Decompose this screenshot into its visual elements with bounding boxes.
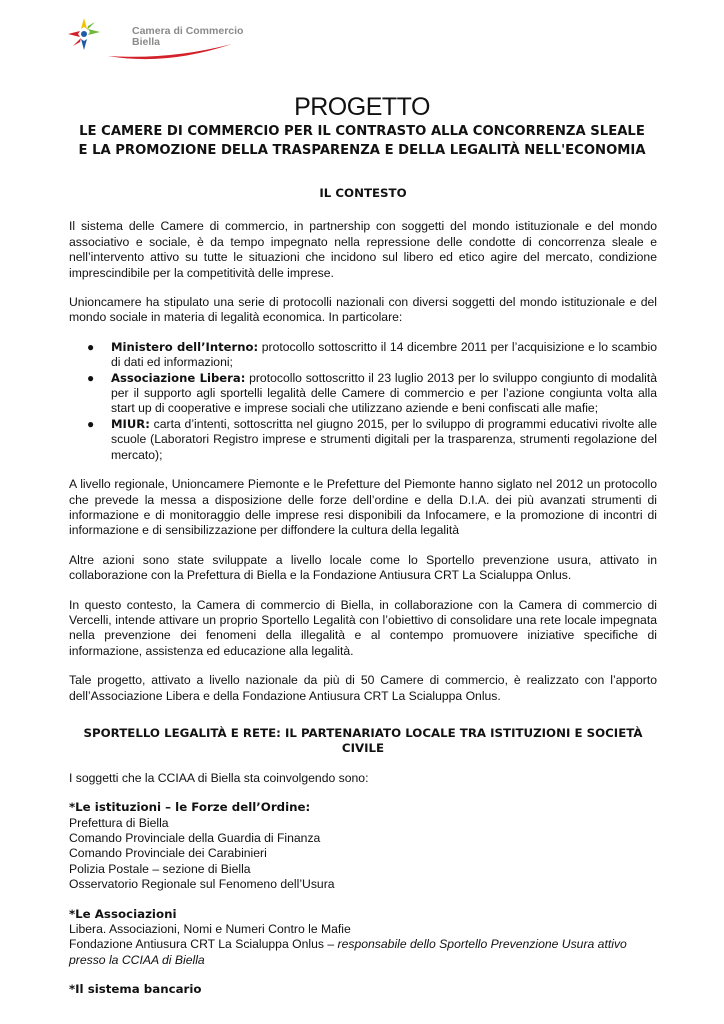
group-item: Comando Provinciale dei Carabinieri (69, 846, 267, 861)
logo-line-2: Biella (132, 36, 161, 48)
paragraph-6: Tale progetto, attivato a livello nazionale da più di 50 Camere di commercio, è realizzato con l’apporto dell’Associazione Libera e della Fondazione Antiusura CRT La Scialuppa Onlus. (69, 673, 657, 703)
bullet-icon: ● (87, 339, 95, 354)
list-item-label: Ministero dell’Interno: (111, 339, 259, 354)
list-item-text: carta d’intenti, sottoscritta nel giugno 2015, per lo sviluppo di programmi educativi rivolte alle scuole (Laboratori Registro imprese e strumenti digitali per la trasparenza, strumenti regolazione del mercato); (111, 416, 657, 462)
section-heading-contesto: IL CONTESTO (319, 186, 407, 200)
list-item (87, 339, 657, 371)
paragraph-3: A livello regionale, Unioncamere Piemonte e le Prefetture del Piemonte hanno siglato nel 2012 un protocollo che prevede la messa a disposizione delle forze dell’ordine e della D.I.A. dei più avanzati strumenti di informazione e di monitoraggio delle imprese resi disponibili da Infocamere, e la promozione di incontri di informazione e di sensibilizzazione per diffondere la cultura della legalità (69, 477, 657, 538)
group-item: Comando Provinciale della Guardia di Finanza (69, 831, 321, 845)
bullet-icon: ● (87, 416, 95, 431)
group-item-italic: responsabile dello Sportello Prevenzione Usura attivo presso la CCIAA di Biella (69, 937, 627, 967)
subtitle-line-2: E LA PROMOZIONE DELLA TRASPARENZA E DELLA LEGALITÀ NELL'ECONOMIA (78, 143, 646, 158)
protocol-list (69, 340, 657, 463)
section-heading-sportello: SPORTELLO LEGALITÀ E RETE: IL PARTENARIATO LOCALE TRA ISTITUZIONI E SOCIETÀ CIVILE (83, 725, 643, 756)
logo-line-1: Camera di Commercio (132, 25, 244, 37)
document-body (69, 186, 657, 1012)
group-item: Osservatorio Regionale sul Fenomeno dell’Usura (69, 877, 335, 892)
group-title: *Il sistema bancario (69, 982, 202, 997)
list-item-label: MIUR: (111, 416, 150, 431)
group-title: *Le istituzioni – le Forze dell’Ordine: (69, 800, 311, 815)
paragraph-1: Il sistema delle Camere di commercio, in partnership con soggetti del mondo istituzionale e del mondo associativo e sociale, è da tempo impegnato nella repressione delle condotte di concorrenza sleale e nell’intervento attivo su tutte le situazioni che incidono sul libero ed etico agire del mercato, condizione imprescindibile per la competitività delle imprese. (69, 219, 657, 280)
group-item: Polizia Postale – sezione di Biella (69, 861, 251, 876)
group-istituzioni (69, 800, 657, 892)
group-associazioni (69, 907, 657, 969)
list-item (87, 416, 657, 463)
list-item-label: Associazione Libera: (111, 370, 246, 385)
chamber-logo-mark-icon (66, 16, 102, 52)
document-title: PROGETTO (294, 93, 430, 121)
chamber-logo (66, 16, 246, 62)
list-item-text: protocollo sottoscritto il 23 luglio 2013 per lo sviluppo congiunto di modalità per il supporto agli sportelli legalità delle Camere di commercio e per l’azione congiunta volta alla start up di cooperative e imprese sociali che utilizzano aziende e beni confiscati alle mafie; (111, 370, 657, 416)
group-title: *Le Associazioni (69, 906, 177, 921)
group-item-normal: Fondazione Antiusura CRT La Scialuppa Onlus – (69, 937, 338, 952)
paragraph-5: In questo contesto, la Camera di commercio di Biella, in collaborazione con la Camera di commercio di Vercelli, intende attivare un proprio Sportello Legalità con l’obiettivo di consolidare una rete locale impegnata nella prevenzione dei fenomeni della illegalità e al contempo promuovere iniziative specifiche di informazione, assistenza ed educazione alla legalità. (69, 597, 657, 658)
group-item (69, 937, 657, 968)
paragraph-intro: I soggetti che la CCIAA di Biella sta coinvolgendo sono: (69, 770, 369, 785)
list-item-text: protocollo sottoscritto il 14 dicembre 2011 per l’acquisizione e lo scambio di dati ed informazioni; (111, 339, 657, 370)
bullet-icon: ● (87, 370, 95, 385)
group-item: Libera. Associazioni, Nomi e Numeri Contro le Mafie (69, 922, 351, 937)
paragraph-2: Unioncamere ha stipulato una serie di protocolli nazionali con diversi soggetti del mondo istituzionale e del mondo sociale in materia di legalità economica. In particolare: (69, 295, 657, 325)
group-item: Prefettura di Biella (69, 815, 169, 830)
group-bancario (69, 982, 657, 997)
title-block (0, 92, 724, 160)
list-item (87, 370, 657, 417)
chamber-logo-text (132, 26, 243, 48)
subtitle-line-1: LE CAMERE DI COMMERCIO PER IL CONTRASTO ALLA CONCORRENZA SLEALE (79, 124, 645, 139)
paragraph-4: Altre azioni sono state sviluppate a livello locale come lo Sportello prevenzione usura, attivato in collaborazione con la Prefettura di Biella e la Fondazione Antiusura CRT La Scialuppa Onlus. (69, 552, 657, 583)
